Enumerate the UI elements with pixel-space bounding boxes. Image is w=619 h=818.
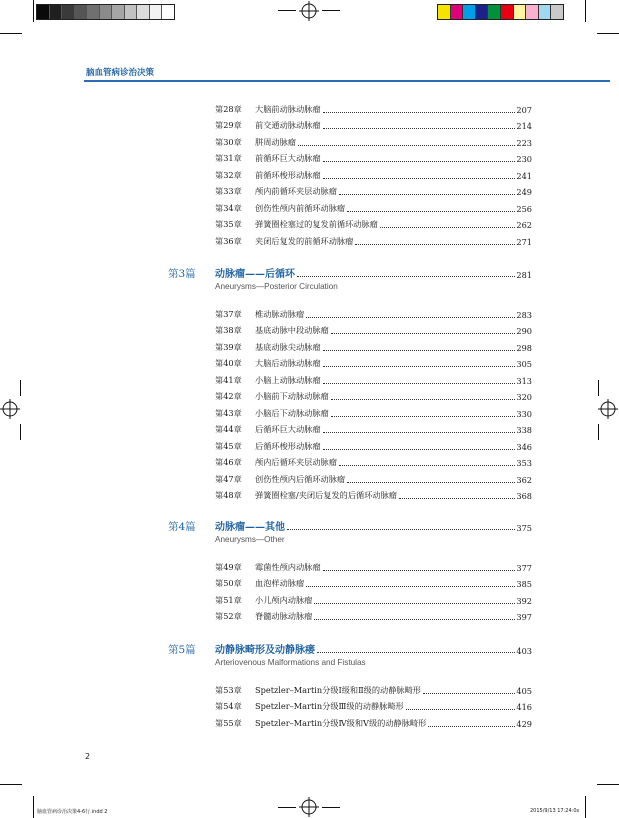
chapter-page: 353	[516, 458, 532, 469]
toc-entry[interactable]	[215, 117, 532, 131]
toc-entry[interactable]	[215, 372, 532, 386]
chapter-page: 214	[516, 121, 532, 132]
chapter-title: 小儿颅内动脉瘤	[255, 594, 313, 605]
toc-entry[interactable]	[215, 322, 532, 336]
chapter-page: 338	[516, 425, 532, 436]
toc-entry[interactable]	[215, 306, 532, 320]
cmyk-color-bar	[437, 4, 564, 20]
chapter-number: 第35章	[215, 219, 242, 230]
chapter-page: 298	[516, 342, 532, 353]
chapter-number: 第53章	[215, 685, 242, 695]
color-swatch	[438, 5, 451, 19]
chapter-title: 血泡样动脉瘤	[255, 578, 305, 589]
toc-entry[interactable]	[215, 101, 532, 115]
chapter-number: 第46章	[215, 457, 242, 468]
dot-leader	[314, 603, 515, 604]
dot-leader	[331, 399, 516, 400]
chapter-number: 第29章	[215, 120, 242, 131]
chapter-title: 夹闭后复发的前循环动脉瘤	[255, 235, 354, 246]
color-swatch	[463, 5, 476, 19]
chapter-page: 368	[516, 490, 532, 501]
chapter-number: 第49章	[215, 562, 242, 572]
color-swatch	[526, 5, 539, 19]
chapter-page: 397	[516, 612, 532, 623]
chapter-title: 弹簧圈栓塞过的复发前循环动脉瘤	[255, 219, 378, 230]
chapter-page: 230	[516, 154, 532, 165]
gray-swatch	[100, 5, 113, 19]
chapter-number: 第37章	[215, 309, 242, 319]
dot-leader	[331, 416, 516, 417]
chapter-page: 283	[516, 310, 532, 320]
toc-entry[interactable]	[215, 216, 532, 230]
chapter-page: 392	[516, 595, 532, 606]
chapter-number: 第33章	[215, 186, 242, 197]
part-4-title: 动脉瘤——其他	[215, 522, 285, 533]
dot-leader	[323, 449, 516, 450]
chapter-title: 后循环梭形动脉瘤	[255, 440, 321, 451]
dot-leader	[323, 161, 516, 162]
color-swatch	[539, 5, 552, 19]
chapter-number: 第31章	[215, 153, 242, 164]
color-swatch	[551, 5, 563, 19]
toc-entry[interactable]	[215, 698, 532, 712]
dot-leader	[323, 350, 516, 351]
part-5-title: 动静脉畸形及动静脉瘘	[215, 645, 315, 656]
chapter-page: 290	[516, 326, 532, 337]
color-swatch	[501, 5, 514, 19]
toc-entry[interactable]	[215, 471, 532, 485]
toc-entry[interactable]	[215, 454, 532, 468]
gray-swatch	[162, 5, 174, 19]
toc-entry[interactable]	[215, 150, 532, 164]
chapter-title: 颅内后循环夹层动脉瘤	[255, 457, 337, 468]
part-4-heading[interactable]	[215, 517, 532, 533]
part-4-subtitle: Aneurysms—Other	[215, 535, 285, 544]
toc-entry[interactable]	[215, 355, 532, 369]
chapter-title: 创伤性颅内前循环动脉瘤	[255, 202, 346, 213]
toc-entry[interactable]	[215, 167, 532, 181]
dot-leader	[323, 432, 516, 433]
chapter-page: 262	[516, 220, 532, 231]
chapter-number: 第38章	[215, 325, 242, 336]
part-4-label: 第4篇	[168, 521, 196, 533]
dot-leader	[323, 112, 516, 113]
chapter-title: 大脑前动脉动脉瘤	[255, 104, 321, 114]
chapter-title: 创伤性颅内后循环动脉瘤	[255, 473, 346, 484]
registration-mark-right	[598, 399, 618, 419]
gray-swatch	[125, 5, 138, 19]
chapter-title: 基底动脉中段动脉瘤	[255, 325, 329, 336]
chapter-page: 362	[516, 474, 532, 485]
chapter-title: 霉菌性颅内动脉瘤	[255, 562, 321, 572]
chapter-number: 第44章	[215, 424, 242, 435]
toc-entry[interactable]	[215, 592, 532, 606]
gray-swatch	[150, 5, 163, 19]
chapter-title: 大脑后动脉动脉瘤	[255, 358, 321, 369]
gray-swatch	[37, 5, 50, 19]
chapter-number: 第34章	[215, 202, 242, 213]
chapter-number: 第28章	[215, 104, 242, 114]
dot-leader	[423, 693, 515, 694]
gray-swatch	[112, 5, 125, 19]
chapter-title: Spetzler–Martin分级Ⅳ级和Ⅴ级的动静脉畸形	[255, 717, 427, 728]
gray-swatch	[62, 5, 75, 19]
slug-file-name: 脑血管病诊治决策4-6行.indd 2	[37, 809, 108, 815]
chapter-page: 207	[516, 105, 532, 115]
dot-leader	[355, 244, 515, 245]
chapter-title: 前交通动脉动脉瘤	[255, 120, 321, 131]
chapter-number: 第50章	[215, 578, 242, 589]
toc-entry[interactable]	[215, 715, 532, 729]
chapter-number: 第32章	[215, 169, 242, 180]
registration-mark-left	[0, 399, 20, 419]
chapter-title: 后循环巨大动脉瘤	[255, 424, 321, 435]
chapter-number: 第48章	[215, 489, 242, 500]
chapter-number: 第45章	[215, 440, 242, 451]
chapter-number: 第51章	[215, 594, 242, 605]
chapter-title: 小脑上动脉动脉瘤	[255, 374, 321, 385]
chapter-page: 330	[516, 408, 532, 419]
dot-leader	[317, 652, 515, 653]
chapter-page: 305	[516, 359, 532, 370]
chapter-page: 405	[516, 686, 532, 696]
dot-leader	[406, 709, 516, 710]
dot-leader	[287, 529, 515, 530]
chapter-page: 271	[516, 236, 532, 247]
toc-entry[interactable]	[215, 608, 532, 622]
chapter-number: 第40章	[215, 358, 242, 369]
chapter-page: 320	[516, 392, 532, 403]
toc-entry[interactable]	[215, 421, 532, 435]
chapter-title: 脊髓动脉动脉瘤	[255, 611, 313, 622]
registration-mark-top	[299, 1, 319, 21]
chapter-number: 第30章	[215, 136, 242, 147]
chapter-page: 429	[516, 718, 532, 729]
gray-swatch	[75, 5, 88, 19]
color-swatch	[514, 5, 527, 19]
part-4-page: 375	[516, 523, 532, 533]
dot-leader	[339, 194, 515, 195]
dot-leader	[323, 570, 516, 571]
chapter-title: Spetzler–Martin分级Ⅲ级的动静脉畸形	[255, 701, 404, 712]
dot-leader	[297, 276, 515, 277]
slug-timestamp: 2015/9/13 17:24:0s	[530, 808, 580, 814]
toc-entry[interactable]	[215, 438, 532, 452]
chapter-page: 377	[516, 563, 532, 573]
dot-leader	[298, 145, 515, 146]
toc-entry[interactable]	[215, 575, 532, 589]
toc-entry[interactable]	[215, 682, 532, 696]
chapter-title: 小脑后下动脉动脉瘤	[255, 407, 329, 418]
chapter-number: 第52章	[215, 611, 242, 622]
dot-leader	[399, 498, 515, 499]
chapter-title: 前循环梭形动脉瘤	[255, 169, 321, 180]
part-5-page: 403	[516, 646, 532, 656]
grayscale-color-bar	[36, 4, 175, 20]
chapter-title: 胼周动脉瘤	[255, 136, 296, 147]
chapter-number: 第42章	[215, 391, 242, 402]
dot-leader	[306, 586, 515, 587]
dot-leader	[323, 128, 516, 129]
chapter-page: 241	[516, 170, 532, 181]
chapter-number: 第43章	[215, 407, 242, 418]
part-3-title: 动脉瘤——后循环	[215, 269, 295, 280]
dot-leader	[323, 178, 516, 179]
dot-leader	[314, 619, 515, 620]
chapter-title: 椎动脉动脉瘤	[255, 309, 305, 319]
part-3-heading[interactable]	[215, 264, 532, 280]
chapter-title: 前循环巨大动脉瘤	[255, 153, 321, 164]
chapter-page: 223	[516, 137, 532, 148]
gray-swatch	[137, 5, 150, 19]
color-swatch	[488, 5, 501, 19]
page-number: 2	[85, 752, 91, 761]
part-3-label: 第3篇	[168, 268, 196, 280]
chapter-page: 313	[516, 375, 532, 386]
dot-leader	[428, 726, 515, 727]
registration-mark-bottom	[299, 797, 319, 817]
dot-leader	[331, 333, 516, 334]
chapter-number: 第36章	[215, 235, 242, 246]
toc-entry[interactable]	[215, 339, 532, 353]
part-5-label: 第5篇	[168, 644, 196, 656]
chapter-page: 256	[516, 203, 532, 214]
dot-leader	[380, 227, 516, 228]
chapter-number: 第41章	[215, 374, 242, 385]
chapter-page: 385	[516, 579, 532, 590]
chapter-title: 小脑前下动脉动脉瘤	[255, 391, 329, 402]
chapter-number: 第54章	[215, 701, 242, 712]
toc-entry[interactable]	[215, 200, 532, 214]
toc-entry[interactable]	[215, 559, 532, 573]
dot-leader	[323, 383, 516, 384]
running-header: 脑血管病诊治决策	[86, 68, 155, 78]
header-rule	[84, 80, 610, 82]
chapter-number: 第55章	[215, 717, 242, 728]
toc-entry[interactable]	[215, 233, 532, 247]
chapter-page: 346	[516, 441, 532, 452]
part-3-subtitle: Aneurysms—Posterior Circulation	[215, 282, 338, 291]
part-5-subtitle: Arteriovenous Malformations and Fistulas	[215, 658, 366, 667]
chapter-number: 第47章	[215, 473, 242, 484]
part-5-heading[interactable]	[215, 640, 532, 656]
color-swatch	[451, 5, 464, 19]
toc-entry[interactable]	[215, 183, 532, 197]
dot-leader	[347, 482, 515, 483]
chapter-title: Spetzler–Martin分级Ⅰ级和Ⅱ级的动静脉畸形	[255, 685, 421, 695]
dot-leader	[306, 317, 515, 318]
chapter-page: 416	[516, 702, 532, 713]
toc-entry[interactable]	[215, 388, 532, 402]
color-swatch	[476, 5, 489, 19]
dot-leader	[347, 211, 515, 212]
gray-swatch	[50, 5, 63, 19]
chapter-number: 第39章	[215, 341, 242, 352]
part-3-page: 281	[516, 270, 532, 280]
chapter-title: 颅内前循环夹层动脉瘤	[255, 186, 337, 197]
dot-leader	[339, 465, 515, 466]
gray-swatch	[87, 5, 100, 19]
toc-entry[interactable]	[215, 405, 532, 419]
dot-leader	[323, 366, 516, 367]
chapter-title: 弹簧圈栓塞/夹闭后复发的后循环动脉瘤	[255, 489, 397, 500]
toc-entry[interactable]	[215, 134, 532, 148]
chapter-title: 基底动脉尖动脉瘤	[255, 341, 321, 352]
chapter-page: 249	[516, 187, 532, 198]
toc-entry[interactable]	[215, 487, 532, 501]
